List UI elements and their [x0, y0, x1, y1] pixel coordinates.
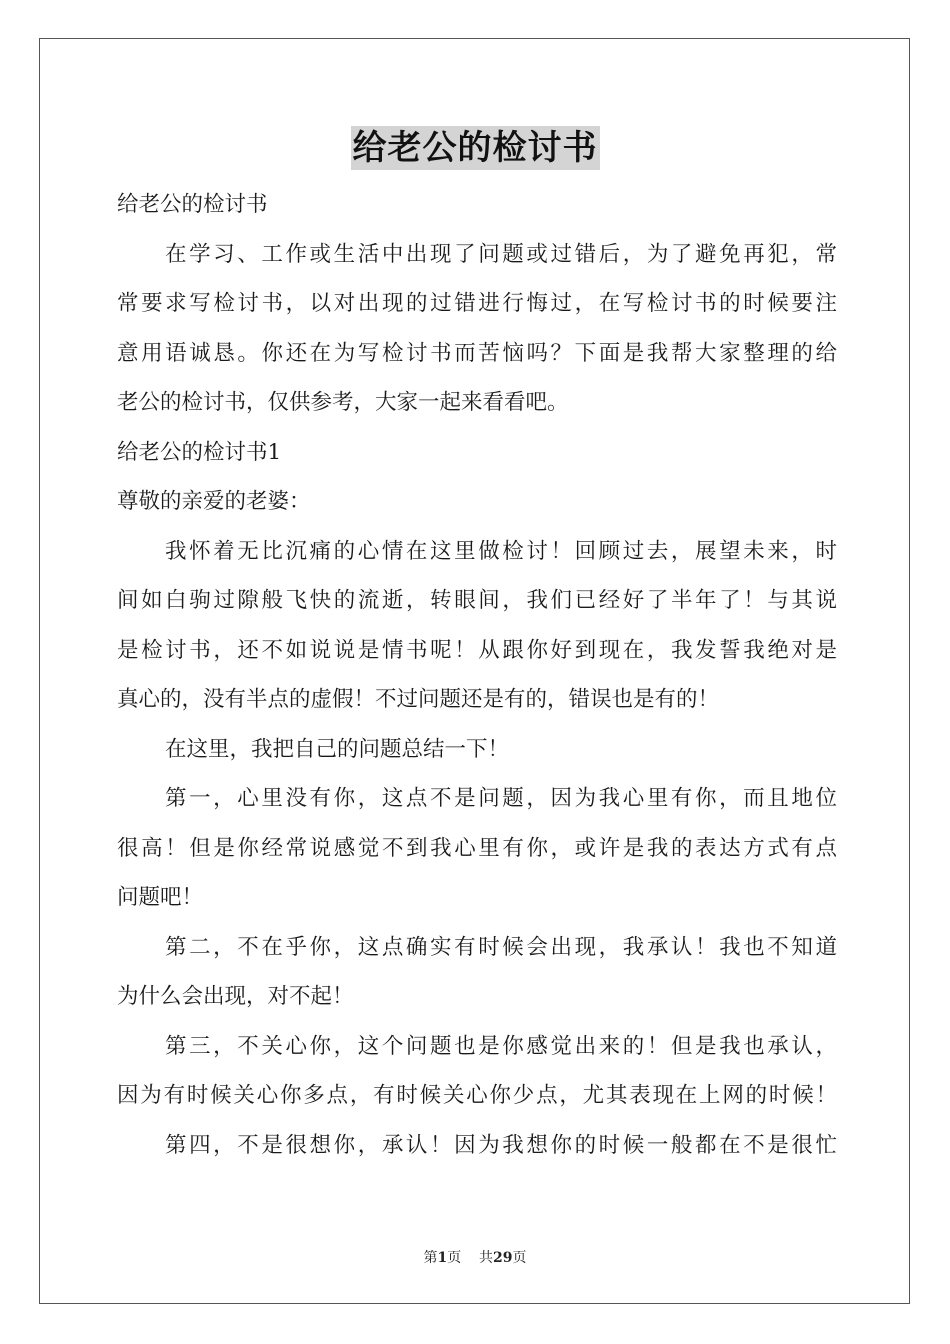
text-line: 老公的检讨书，仅供参考，大家一起来看看吧。 — [117, 390, 569, 415]
text-line: 我怀着无比沉痛的心情在这里做检讨！回顾过去，展望未来，时 — [165, 538, 837, 564]
text-line: 问题吧！ — [117, 885, 204, 910]
footer-total-suffix: 页 — [512, 1250, 527, 1266]
footer-page-prefix: 第 — [423, 1250, 438, 1266]
title-container — [0, 126, 950, 170]
text-line: 第一，心里没有你，这点不是问题，因为我心里有你，而且地位 — [165, 786, 837, 811]
text-line: 是检讨书，还不如说说是情书呢！从跟你好到现在，我发誓我绝对是 — [117, 637, 837, 663]
footer-page-number: 1 — [437, 1250, 448, 1266]
footer-total-pages: 29 — [493, 1250, 513, 1266]
text-line: 在这里，我把自己的问题总结一下！ — [165, 736, 510, 762]
text-line: 间如白驹过隙般飞快的流逝，转眼间，我们已经好了半年了！与其说 — [117, 588, 837, 613]
text-line: 为什么会出现，对不起！ — [117, 984, 354, 1009]
text-line: 尊敬的亲爱的老婆： — [117, 489, 311, 514]
document-title: 给老公的检讨书 — [352, 128, 598, 168]
page-footer — [0, 1247, 950, 1267]
document-body — [117, 180, 837, 1170]
footer-page-suffix: 页 — [447, 1250, 462, 1266]
text-line: 因为有时候关心你多点，有时候关心你少点，尤其表现在上网的时候！ — [117, 1083, 837, 1108]
text-line: 意用语诚恳。你还在为写检讨书而苦恼吗？下面是我帮大家整理的给 — [117, 340, 837, 366]
text-line: 常要求写检讨书，以对出现的过错进行悔过，在写检讨书的时候要注 — [117, 291, 837, 316]
text-line: 给老公的检讨书 — [117, 192, 268, 217]
text-line: 在学习、工作或生活中出现了问题或过错后，为了避免再犯，常 — [165, 241, 837, 267]
text-line: 真心的，没有半点的虚假！不过问题还是有的，错误也是有的！ — [117, 687, 720, 712]
text-line: 给老公的检讨书1 — [117, 439, 282, 465]
text-line: 第四，不是很想你，承认！因为我想你的时候一般都在不是很忙 — [165, 1132, 837, 1158]
text-line: 第三，不关心你，这个问题也是你感觉出来的！但是我也承认， — [165, 1033, 837, 1059]
footer-total-prefix: 共 — [479, 1250, 494, 1266]
text-line: 第二，不在乎你，这点确实有时候会出现，我承认！我也不知道 — [165, 934, 837, 960]
text-line: 很高！但是你经常说感觉不到我心里有你，或许是我的表达方式有点 — [117, 835, 837, 861]
